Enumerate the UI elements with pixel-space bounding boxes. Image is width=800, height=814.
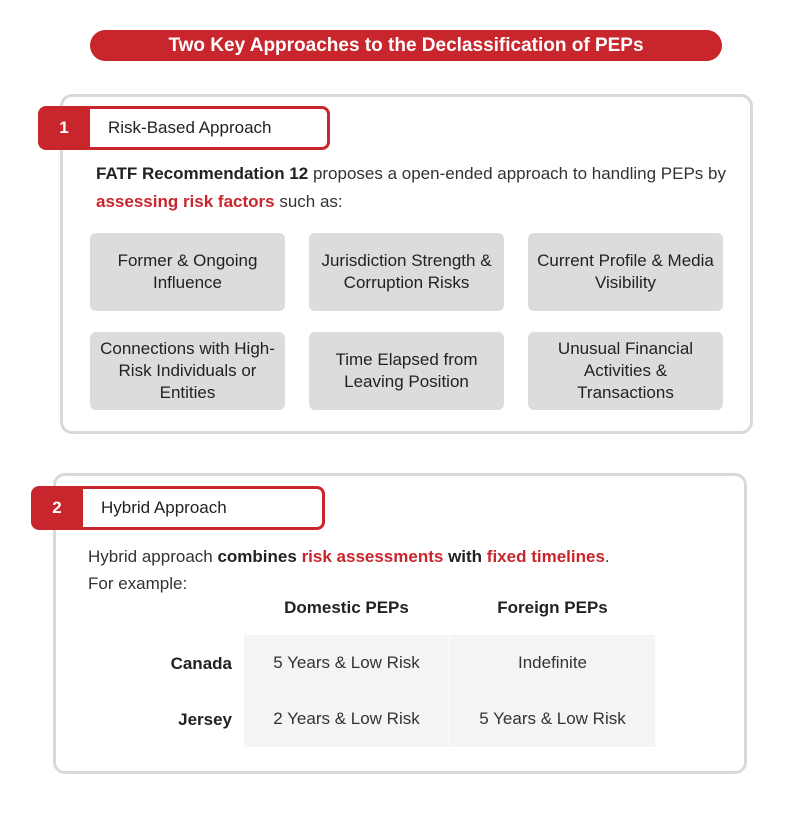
intro-bold: combines: [217, 547, 302, 566]
risk-factor-card: Former & Ongoing Influence: [90, 233, 285, 311]
section-number: 2: [31, 486, 83, 530]
intro-bold: FATF Recommendation 12: [96, 164, 309, 183]
page-title: Two Key Approaches to the Declassification of PEPs: [90, 30, 722, 61]
risk-factor-card: Unusual Financial Activities & Transactions: [528, 332, 723, 410]
intro-bold: with: [443, 547, 487, 566]
table-column-header: Domestic PEPs: [284, 598, 409, 617]
risk-factor-card: Connections with High-Risk Individuals or Entities: [90, 332, 285, 410]
table-cell: 5 Years & Low Risk: [450, 691, 655, 747]
hybrid-intro-example: For example:: [88, 574, 188, 593]
intro-highlight: fixed timelines: [486, 547, 605, 566]
section-heading: Risk-Based Approach: [90, 106, 330, 150]
risk-based-intro: [96, 160, 756, 216]
section-heading: Hybrid Approach: [83, 486, 325, 530]
table-cell: 2 Years & Low Risk: [244, 691, 449, 747]
intro-highlight: assessing risk factors: [96, 192, 275, 211]
section-number: 1: [38, 106, 90, 150]
table-row-header: Jersey: [178, 710, 232, 729]
intro-text-end: .: [604, 547, 610, 566]
risk-factor-card: Current Profile & Media Visibility: [528, 233, 723, 311]
intro-highlight: risk assessments: [301, 547, 444, 566]
table-cell: 5 Years & Low Risk: [244, 635, 449, 691]
table-row-header: Canada: [170, 654, 232, 673]
intro-text-end: such as:: [274, 192, 343, 211]
risk-factor-card: Time Elapsed from Leaving Position: [309, 332, 504, 410]
hybrid-intro: [88, 543, 728, 571]
intro-text: proposes a open-ended approach to handling PEPs by: [308, 164, 726, 183]
section-header-risk-based: [38, 106, 330, 150]
risk-factor-card: Jurisdiction Strength & Corruption Risks: [309, 233, 504, 311]
intro-text: Hybrid approach: [88, 547, 218, 566]
table-column-header: Foreign PEPs: [497, 598, 608, 617]
table-cell: Indefinite: [450, 635, 655, 691]
section-header-hybrid: [31, 486, 325, 530]
